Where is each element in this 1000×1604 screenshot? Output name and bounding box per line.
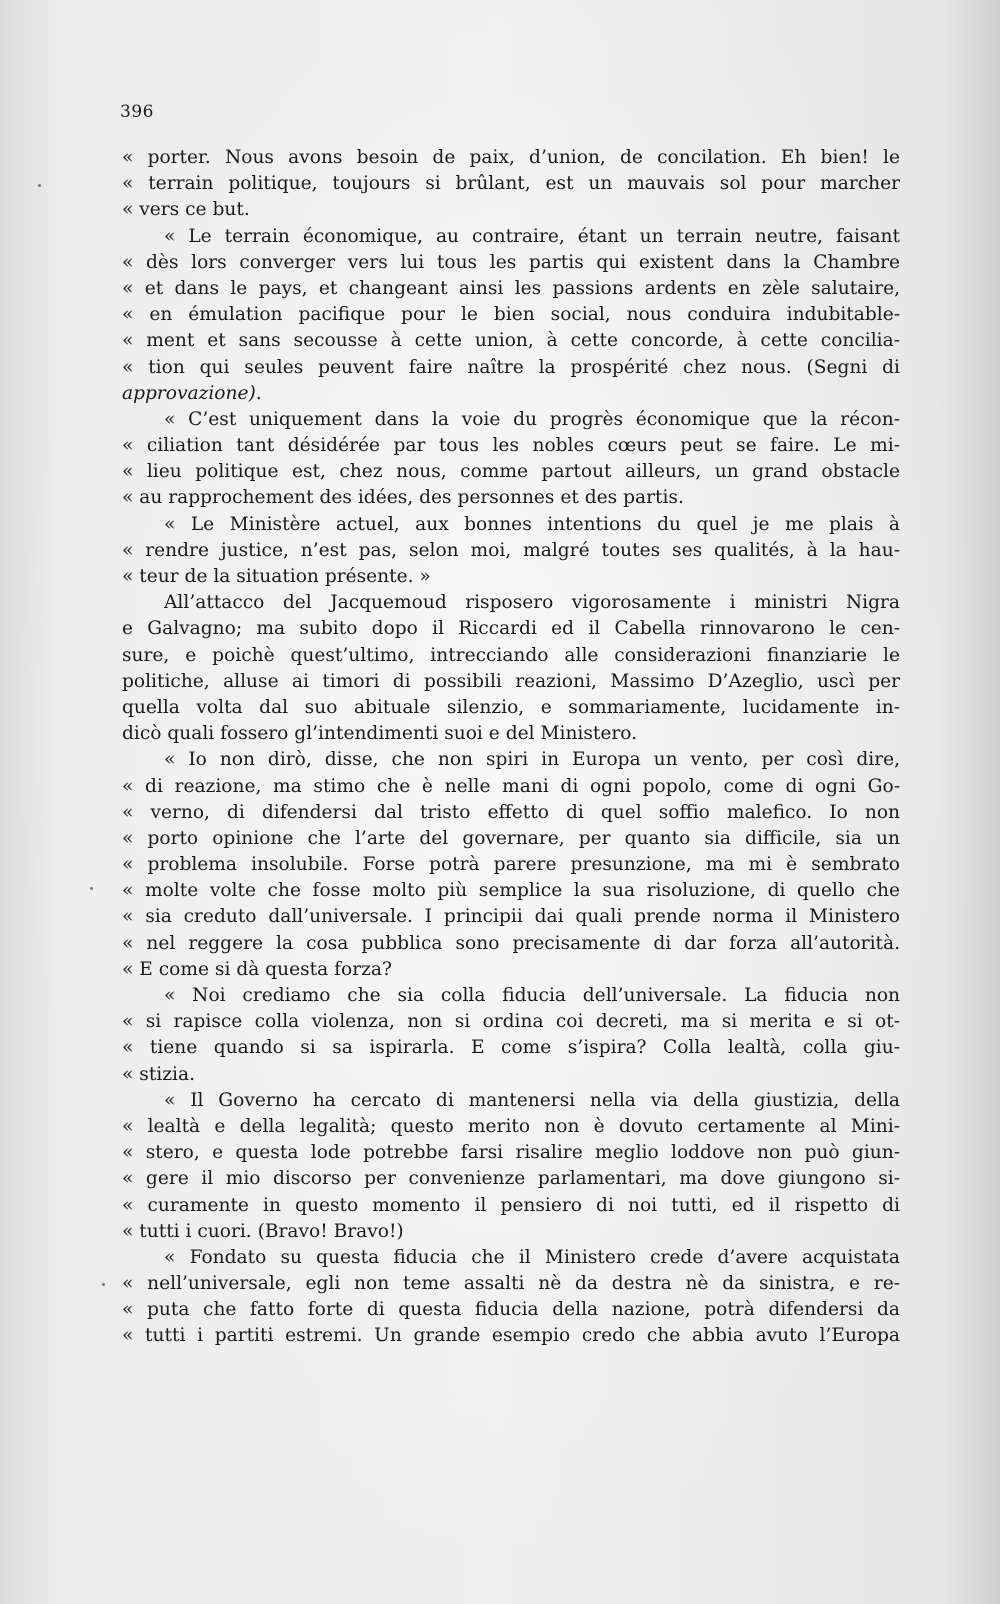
text-line: « tion qui seules peuvent faire naître la prospérité chez nous. (Segni di xyxy=(122,356,900,378)
text-line: « rendre justice, n’est pas, selon moi, malgré toutes ses qualités, à la hau- xyxy=(122,539,900,561)
text-line: « au rapprochement des idées, des personnes et des partis. xyxy=(122,487,684,509)
text-line: « dès lors converger vers lui tous les partis qui existent dans la Chambre xyxy=(122,251,900,273)
text-line: « nell’universale, egli non teme assalti nè da destra nè da sinistra, e re- xyxy=(122,1273,900,1295)
text-line: « Le terrain économique, au contraire, étant un terrain neutre, faisant xyxy=(164,225,900,247)
text-line: « tutti i cuori. (Bravo! Bravo!) xyxy=(122,1220,404,1242)
text-line: « di reazione, ma stimo che è nelle mani di ogni popolo, come di ogni Go- xyxy=(122,775,900,797)
text-line: All’attacco del Jacquemoud risposero vigorosamente i ministri Nigra xyxy=(164,592,900,614)
text-line: « teur de la situation présente. » xyxy=(122,566,431,587)
text-line: « sia creduto dall’universale. I principii dai quali prende norma il Ministero xyxy=(122,906,900,928)
text-line: « et dans le pays, et changeant ainsi les passions ardents en zèle salutaire, xyxy=(122,277,900,299)
text-line: « en émulation pacifique pour le bien social, nous conduira indubitable- xyxy=(122,304,900,326)
text-line: « verno, di difendersi dal tristo effetto di quel soffio malefico. Io non xyxy=(122,801,900,823)
text-line: « lieu politique est, chez nous, comme partout ailleurs, un grand obstacle xyxy=(122,461,900,483)
text-line: quella volta dal suo abituale silenzio, e sommariamente, lucidamente in- xyxy=(122,696,900,718)
text-line: e Galvagno; ma subito dopo il Riccardi ed il Cabella rinnovarono le cen- xyxy=(122,618,900,640)
text-line: « Noi crediamo che sia colla fiducia dell’universale. La fiducia non xyxy=(164,985,900,1006)
text-line: « ciliation tant désidérée par tous les nobles cœurs peut se faire. Le mi- xyxy=(122,435,900,457)
text-line: dicò quali fossero gl’intendimenti suoi e del Ministero. xyxy=(122,723,638,745)
text-line: « C’est uniquement dans la voie du progrès économique que la récon- xyxy=(164,408,900,430)
body-text xyxy=(122,145,900,1350)
scan-speck xyxy=(38,184,41,187)
text-line: « ment et sans secousse à cette union, à cette concorde, à cette concilia- xyxy=(122,330,900,352)
text-line: « lealtà e della legalità; questo merito non è dovuto certamente al Mini- xyxy=(122,1115,900,1137)
text-line: politiche, alluse ai timori di possibili reazioni, Massimo D’Azeglio, uscì per xyxy=(122,670,900,692)
text-line: « molte volte che fosse molto più semplice la sua risoluzione, di quello che xyxy=(122,880,900,902)
scan-speck xyxy=(90,887,93,890)
text-line: « porter. Nous avons besoin de paix, d’union, de concilation. Eh bien! le xyxy=(122,147,900,168)
page-number: 396 xyxy=(120,102,154,122)
text-line: « Le Ministère actuel, aux bonnes intentions du quel je me plais à xyxy=(164,513,900,535)
text-line: « si rapisce colla violenza, non si ordina coi decreti, ma si merita e si ot- xyxy=(122,1011,900,1033)
text-line: sure, e poichè quest’ultimo, intrecciando alle considerazioni finanziarie le xyxy=(122,644,900,666)
text-line: « Il Governo ha cercato di mantenersi nella via della giustizia, della xyxy=(164,1089,900,1111)
text-line: approvazione). xyxy=(122,382,262,404)
text-line: « problema insolubile. Forse potrà parere presunzione, ma mi è sembrato xyxy=(122,854,900,876)
text-line: « terrain politique, toujours si brûlant, est un mauvais sol pour marcher xyxy=(122,173,900,195)
text-line: « Fondato su questa fiducia che il Ministero crede d’avere acquistata xyxy=(164,1246,900,1268)
text-line: « Io non dirò, disse, che non spiri in Europa un vento, per così dire, xyxy=(164,749,900,771)
text-line: « stero, e questa lode potrebbe farsi risalire meglio loddove non può giun- xyxy=(122,1142,900,1164)
text-line: « curamente in questo momento il pensiero di noi tutti, ed il rispetto di xyxy=(122,1194,900,1216)
text-line: « tiene quando si sa ispirarla. E come s’ispira? Colla lealtà, colla giu- xyxy=(122,1037,900,1059)
text-line: « E come si dà questa forza? xyxy=(122,958,392,980)
text-line: « puta che fatto forte di questa fiducia della nazione, potrà difendersi da xyxy=(122,1299,900,1321)
text-line: « stizia. xyxy=(122,1063,195,1085)
text-line: « gere il mio discorso per convenienze parlamentari, ma dove giungono si- xyxy=(122,1168,900,1190)
text-line: « vers ce but. xyxy=(122,199,250,221)
scan-speck xyxy=(102,1283,105,1286)
text-line: « porto opinione che l’arte del governare, per quanto sia difficile, sia un xyxy=(122,827,900,849)
text-line: « nel reggere la cosa pubblica sono precisamente di dar forza all’autorità. xyxy=(122,932,900,954)
text-line: « tutti i partiti estremi. Un grande esempio credo che abbia avuto l’Europa xyxy=(122,1325,900,1347)
